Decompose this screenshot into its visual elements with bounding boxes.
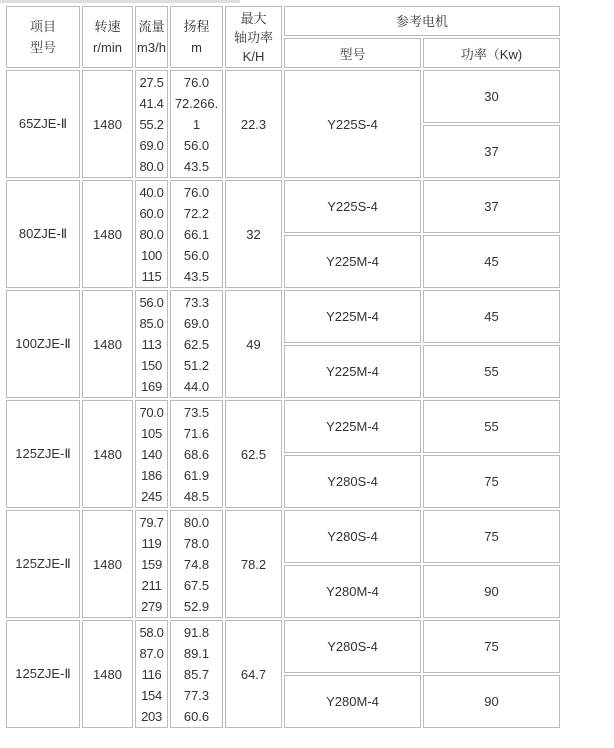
header-flow — [135, 6, 168, 68]
motor-model-cell: Y225M-4 — [284, 290, 421, 343]
motor-model-cell: Y225S-4 — [284, 180, 421, 233]
model-cell: 125ZJE-Ⅱ — [6, 400, 80, 508]
flow-cell-value: 150 — [141, 357, 162, 373]
motor-model-cell: Y280S-4 — [284, 620, 421, 673]
speed-cell: 1480 — [82, 510, 133, 618]
table-row — [6, 70, 560, 123]
flow-cell-value: 80.0 — [139, 158, 164, 174]
flow-cell-value: 159 — [141, 556, 162, 572]
max-power-cell: 62.5 — [225, 400, 282, 508]
head-cell-value: 76.0 — [183, 184, 210, 200]
flow-cell-value: 100 — [141, 247, 162, 263]
flow-cell-value: 80.0 — [139, 226, 164, 242]
head-cell-value: 56.0 — [183, 247, 210, 263]
flow-cell-value: 60.0 — [139, 205, 164, 221]
speed-cell: 1480 — [82, 290, 133, 398]
head-cell-value: 89.1 — [183, 645, 210, 661]
flow-cell-value: 186 — [141, 467, 162, 483]
model-cell: 65ZJE-Ⅱ — [6, 70, 80, 178]
head-cell-value: 51.2 — [183, 357, 210, 373]
motor-model-cell: Y280M-4 — [284, 675, 421, 728]
flow-cell-value: 70.0 — [139, 404, 164, 420]
flow-cell-value: 116 — [141, 666, 162, 682]
max-power-cell: 22.3 — [225, 70, 282, 178]
model-cell: 80ZJE-Ⅱ — [6, 180, 80, 288]
model-cell: 125ZJE-Ⅱ — [6, 510, 80, 618]
flow-cell-value: 87.0 — [139, 645, 164, 661]
flow-cell-value: 279 — [141, 598, 162, 614]
flow-cell-value: 56.0 — [139, 294, 164, 310]
motor-power-cell: 55 — [423, 400, 560, 453]
flow-cell-value: 58.0 — [139, 624, 164, 640]
header-speed-line1: 转速 — [94, 19, 121, 34]
head-cell-value: 62.5 — [183, 336, 210, 352]
head-cell-value: 73.3 — [183, 294, 210, 310]
header-item-model — [6, 6, 80, 68]
max-power-cell: 49 — [225, 290, 282, 398]
max-power-cell: 78.2 — [225, 510, 282, 618]
head-cell-value: 68.6 — [183, 446, 210, 462]
head-cell-value: 43.5 — [183, 268, 210, 284]
head-cell-value: 69.0 — [183, 315, 210, 331]
max-power-cell: 32 — [225, 180, 282, 288]
flow-cell-value: 79.7 — [139, 514, 164, 530]
head-cell-value: 1 — [192, 116, 201, 132]
flow-cell-value: 105 — [141, 425, 162, 441]
table-row — [6, 620, 560, 673]
flow-cell-value: 203 — [141, 708, 162, 724]
header-speed — [82, 6, 133, 68]
header-row-1 — [6, 6, 560, 36]
head-cell-value: 85.7 — [183, 666, 210, 682]
head-cell-value: 66.1 — [183, 226, 210, 242]
pump-spec-table — [4, 4, 562, 730]
head-cell-value: 76.0 — [183, 74, 210, 90]
head-cell-value: 61.9 — [183, 467, 210, 483]
speed-cell: 1480 — [82, 620, 133, 728]
motor-power-cell: 45 — [423, 290, 560, 343]
motor-power-cell: 75 — [423, 510, 560, 563]
flow-cell — [135, 620, 168, 728]
flow-cell-value: 154 — [141, 687, 162, 703]
header-motor-model: 型号 — [284, 38, 421, 68]
head-cell-value: 74.8 — [183, 556, 210, 572]
header-max-power-line1: 最大 — [240, 10, 267, 26]
head-cell — [170, 290, 223, 398]
head-cell-value: 60.6 — [183, 708, 210, 724]
header-flow-line1: 流量 — [138, 19, 165, 34]
motor-power-cell: 30 — [423, 70, 560, 123]
table-row — [6, 290, 560, 343]
header-item-model-line2: 型号 — [29, 40, 56, 55]
head-cell-value: 67.5 — [183, 577, 210, 593]
head-cell-value: 80.0 — [183, 514, 210, 530]
motor-model-cell: Y225S-4 — [284, 70, 421, 178]
motor-power-cell: 75 — [423, 455, 560, 508]
header-flow-line2: m3/h — [137, 40, 166, 55]
head-cell-value: 78.0 — [183, 535, 210, 551]
motor-power-cell: 37 — [423, 125, 560, 178]
head-cell-value: 56.0 — [183, 137, 210, 153]
header-max-power — [225, 6, 282, 68]
spec-table-body — [6, 70, 560, 728]
spec-table-container — [4, 4, 562, 730]
flow-cell-value: 55.2 — [139, 116, 164, 132]
header-motor-group: 参考电机 — [284, 6, 560, 36]
header-head — [170, 6, 223, 68]
flow-cell — [135, 180, 168, 288]
motor-power-cell: 45 — [423, 235, 560, 288]
table-row — [6, 180, 560, 233]
motor-model-cell: Y225M-4 — [284, 345, 421, 398]
motor-power-cell: 90 — [423, 565, 560, 618]
flow-cell-value: 41.4 — [139, 95, 164, 111]
motor-power-cell: 90 — [423, 675, 560, 728]
table-row — [6, 400, 560, 453]
speed-cell: 1480 — [82, 180, 133, 288]
flow-cell-value: 119 — [141, 535, 162, 551]
speed-cell: 1480 — [82, 400, 133, 508]
head-cell-value: 52.9 — [183, 598, 210, 614]
head-cell — [170, 70, 223, 178]
flow-cell-value: 245 — [141, 488, 162, 504]
motor-model-cell: Y280S-4 — [284, 510, 421, 563]
header-head-line1: 扬程 — [183, 19, 210, 34]
head-cell-value: 77.3 — [183, 687, 210, 703]
head-cell-value: 44.0 — [183, 378, 210, 394]
head-cell — [170, 400, 223, 508]
head-cell-value: 73.5 — [183, 404, 210, 420]
flow-cell — [135, 70, 168, 178]
flow-cell-value: 211 — [141, 577, 162, 593]
flow-cell-value: 27.5 — [139, 74, 164, 90]
flow-cell-value: 169 — [141, 378, 162, 394]
head-cell-value: 43.5 — [183, 158, 210, 174]
motor-power-cell: 55 — [423, 345, 560, 398]
head-cell — [170, 180, 223, 288]
flow-cell — [135, 290, 168, 398]
head-cell-value: 91.8 — [183, 624, 210, 640]
head-cell-value: 72.266. — [174, 95, 219, 111]
flow-cell-value: 113 — [141, 336, 162, 352]
motor-model-cell: Y225M-4 — [284, 400, 421, 453]
head-cell-value: 48.5 — [183, 488, 210, 504]
flow-cell-value: 115 — [141, 268, 162, 284]
motor-model-cell: Y280M-4 — [284, 565, 421, 618]
head-cell — [170, 510, 223, 618]
header-max-power-line2: 轴功率 — [233, 29, 273, 45]
flow-cell-value: 40.0 — [139, 184, 164, 200]
header-max-power-line3: K/H — [242, 48, 265, 64]
model-cell: 125ZJE-Ⅱ — [6, 620, 80, 728]
motor-power-cell: 37 — [423, 180, 560, 233]
top-strip — [0, 0, 240, 3]
motor-model-cell: Y280S-4 — [284, 455, 421, 508]
flow-cell-value: 85.0 — [139, 315, 164, 331]
flow-cell-value: 69.0 — [139, 137, 164, 153]
speed-cell: 1480 — [82, 70, 133, 178]
flow-cell — [135, 510, 168, 618]
motor-power-cell: 75 — [423, 620, 560, 673]
table-row — [6, 510, 560, 563]
motor-model-cell: Y225M-4 — [284, 235, 421, 288]
header-motor-power: 功率（Kw) — [423, 38, 560, 68]
max-power-cell: 64.7 — [225, 620, 282, 728]
head-cell-value: 72.2 — [183, 205, 210, 221]
model-cell: 100ZJE-Ⅱ — [6, 290, 80, 398]
header-speed-line2: r/min — [93, 40, 122, 55]
flow-cell-value: 140 — [141, 446, 162, 462]
head-cell — [170, 620, 223, 728]
header-item-model-line1: 项目 — [29, 19, 56, 34]
header-head-line2: m — [191, 40, 202, 55]
flow-cell — [135, 400, 168, 508]
head-cell-value: 71.6 — [183, 425, 210, 441]
